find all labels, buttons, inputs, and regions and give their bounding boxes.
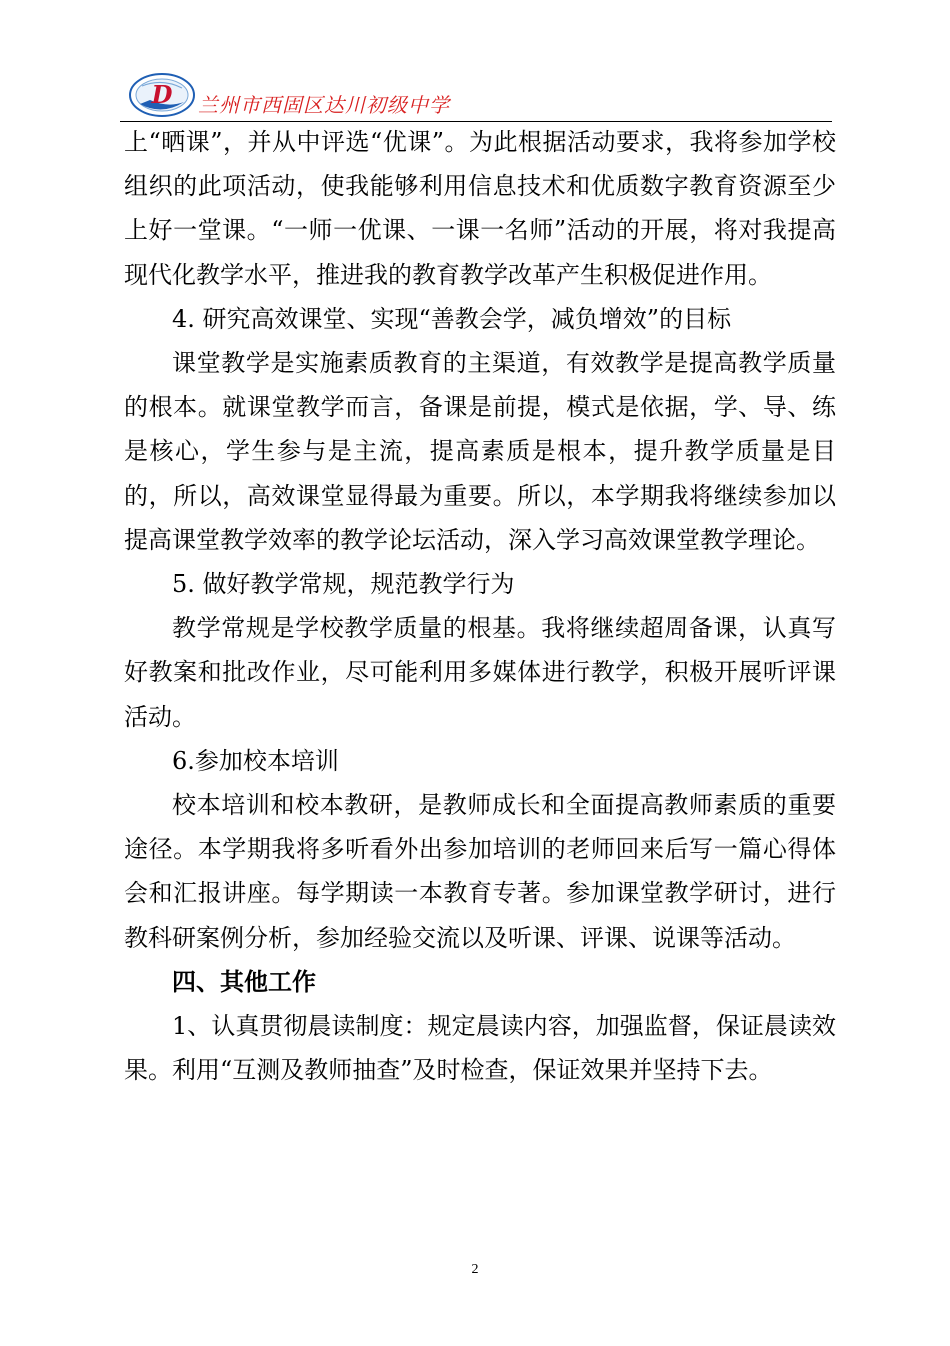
paragraph-continuation: 上“晒课”，并从中评选“优课”。为此根据活动要求，我将参加学校组织的此项活动，使我能够利用信息技术和优质数字教育资源至少上好一堂课。“一师一优课、一课一名师”活动的开展，将对我提高现代化教学水平，推进我的教育教学改革产生积极促进作用。	[124, 128, 836, 289]
section-heading-6: 6.参加校本培训	[172, 746, 339, 775]
section-heading-5: 5. 做好教学常规，规范教学行为	[172, 570, 515, 599]
paragraph: 教学常规是学校教学质量的根基。我将继续超周备课，认真写好教案和批改作业，尽可能利用多媒体进行教学，积极开展听评课活动。	[124, 614, 836, 731]
logo-letter: D	[151, 80, 173, 109]
document-body	[124, 120, 836, 1092]
school-name: 兰州市西固区达川初级中学	[198, 93, 450, 117]
page-header	[128, 70, 828, 118]
paragraph: 校本培训和校本教研，是教师成长和全面提高教师素质的重要途径。本学期我将多听看外出参加培训的老师回来后写一篇心得体会和汇报讲座。每学期读一本教育专著。参加课堂教学研讨，进行教科研案例分析，参加经验交流以及听课、评课、说课等活动。	[124, 791, 836, 952]
school-logo	[128, 72, 196, 118]
chapter-heading: 四、其他工作	[172, 967, 316, 996]
section-heading-4: 4. 研究高效课堂、实现“善教会学，减负增效”的目标	[172, 304, 732, 333]
paragraph: 课堂教学是实施素质教育的主渠道，有效教学是提高教学质量的根本。就课堂教学而言，备课是前提，模式是依据，学、导、练是核心，学生参与是主流，提高素质是根本，提升教学质量是目的，所以，高效课堂显得最为重要。所以，本学期我将继续参加以提高课堂教学效率的教学论坛活动，深入学习高效课堂教学理论。	[124, 349, 836, 554]
page-number: 2	[471, 1262, 479, 1277]
paragraph: 1、认真贯彻晨读制度：规定晨读内容，加强监督，保证晨读效果。利用“互测及教师抽查”及时检查，保证效果并坚持下去。	[124, 1012, 836, 1085]
